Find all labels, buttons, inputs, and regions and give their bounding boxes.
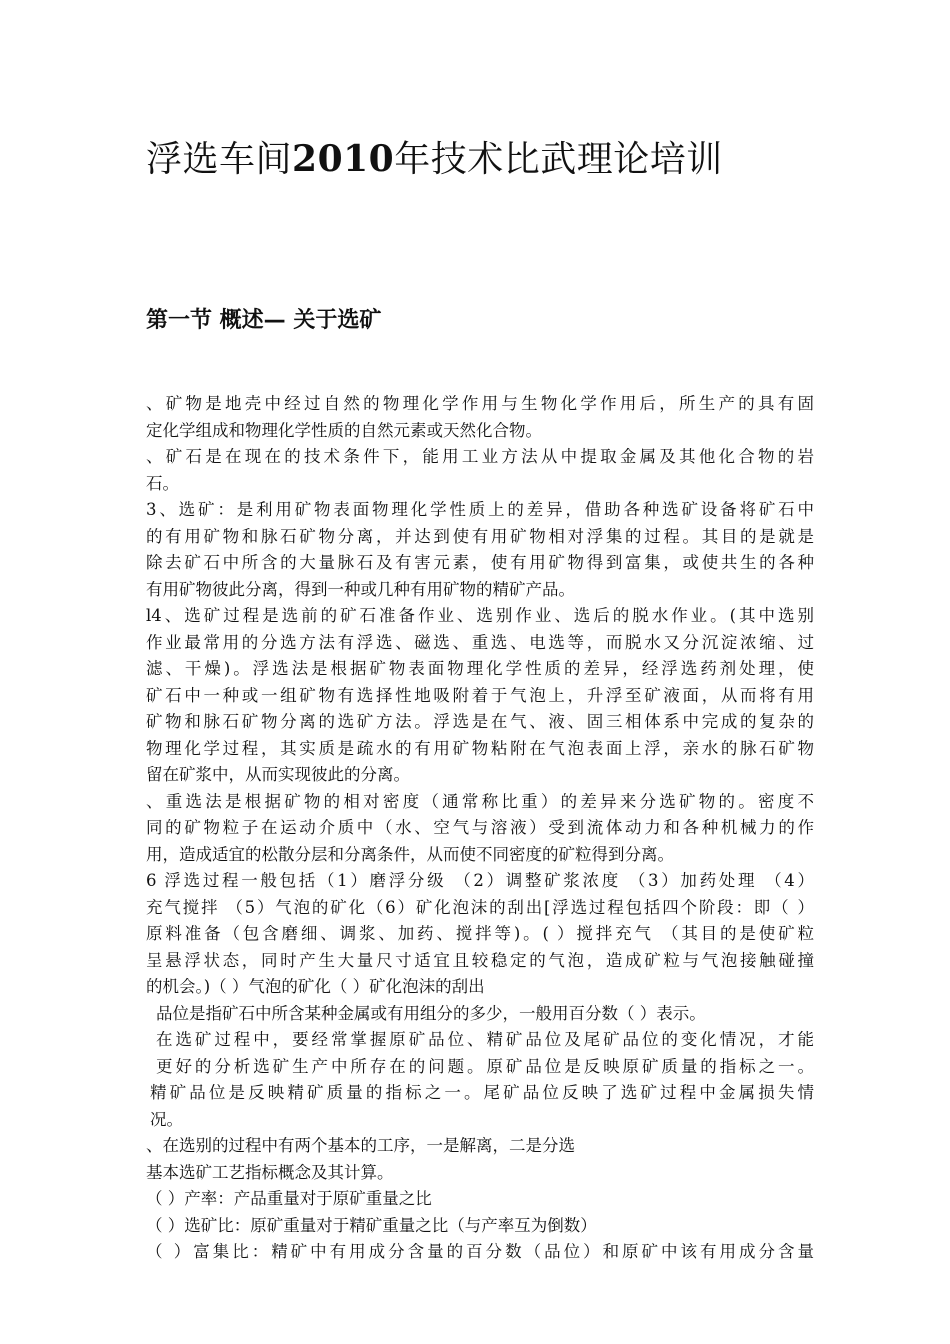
body-line: 、矿物是地壳中经过自然的物理化学作用与生物化学作用后，所生产的具有固: [146, 394, 814, 413]
body-line: （ ）产率：产品重量对于原矿重量之比: [146, 1189, 432, 1208]
section-heading: 第一节 概述— 关于选矿: [146, 308, 382, 333]
body-line: 6 浮选过程一般包括（1）磨浮分级 （2）调整矿浆浓度 （3）加药处理 （4）: [146, 871, 814, 890]
title-prefix: 浮选车间: [146, 139, 293, 180]
body-line: 基本选矿工艺指标概念及其计算。: [146, 1162, 394, 1182]
title-year: 2010: [292, 138, 395, 180]
document-title: [146, 133, 846, 186]
body-line: 有用矿物彼此分离，得到一种或几种有用矿物的精矿产品。: [146, 579, 575, 599]
body-line: 精矿品位是反映精矿质量的指标之一。尾矿品位反映了选矿过程中金属损失情: [150, 1083, 814, 1102]
body-line: 、重选法是根据矿物的相对密度（通常称比重）的差异来分选矿物的。密度不: [146, 791, 814, 811]
body-line: （ ）富集比：精矿中有用成分含量的百分数（品位）和原矿中该有用成分含量: [146, 1242, 814, 1261]
body-line: 3、选矿：是利用矿物表面物理化学性质上的差异，借助各种选矿设备将矿石中: [146, 500, 814, 519]
body-line: （ ）选矿比：原矿重量对于精矿重量之比（与产率互为倒数）: [146, 1215, 597, 1235]
body-line: 矿物和脉石矿物分离的选矿方法。浮选是在气、液、固三相体系中完成的复杂的: [146, 712, 814, 731]
body-line: 除去矿石中所含的大量脉石及有害元素，使有用矿物得到富集，或使共生的各种: [146, 553, 814, 572]
document-body: [146, 391, 814, 1266]
body-line: 况。: [150, 1109, 183, 1129]
body-line: 的机会。)（ ）气泡的矿化（ ）矿化泡沫的刮出: [146, 977, 485, 996]
body-line: 、矿石是在现在的技术条件下，能用工业方法从中提取金属及其他化合物的岩: [146, 447, 814, 466]
body-line: l4、选矿过程是选前的矿石准备作业、选别作业、选后的脱水作业。(其中选别: [146, 606, 814, 625]
body-line: 品位是指矿石中所含某种金属或有用组分的多少，一般用百分数（ ）表示。: [156, 1003, 706, 1023]
body-line: 在选矿过程中，要经常掌握原矿品位、精矿品位及尾矿品位的变化情况，才能: [156, 1030, 814, 1049]
body-line: 定化学组成和物理化学性质的自然元素或天然化合物。: [146, 420, 542, 440]
body-line: 原料准备（包含磨细、调浆、加药、搅拌等)。( ）搅拌充气 （其目的是使矿粒: [146, 924, 814, 943]
body-line: 石。: [146, 473, 179, 493]
body-line: 用，造成适宜的松散分层和分离条件，从而使不同密度的矿粒得到分离。: [146, 844, 674, 864]
body-line: 作业最常用的分选方法有浮选、磁选、重选、电选等，而脱水又分沉淀浓缩、过: [146, 632, 814, 652]
body-line: 更好的分析选矿生产中所存在的问题。原矿品位是反映原矿质量的指标之一。: [156, 1056, 814, 1076]
body-line: 呈悬浮状态，同时产生大量尺寸适宜且较稳定的气泡，造成矿粒与气泡接触碰撞: [146, 950, 814, 970]
body-line: 矿石中一种或一组矿物有选择性地吸附着于气泡上，升浮至矿液面，从而将有用: [146, 685, 814, 705]
title-suffix: 年技术比武理论培训: [394, 139, 723, 180]
body-line: 、在选别的过程中有两个基本的工序，一是解离，二是分选: [146, 1136, 575, 1155]
body-line: 充气搅拌 （5）气泡的矿化（6）矿化泡沫的刮出[浮选过程包括四个阶段：即（ ）: [146, 897, 814, 917]
body-line: 的有用矿物和脉石矿物分离，并达到使有用矿物相对浮集的过程。其目的是就是: [146, 526, 814, 546]
body-line: 同的矿物粒子在运动介质中（水、空气与溶液）受到流体动力和各种机械力的作: [146, 818, 814, 837]
body-line: 留在矿浆中，从而实现彼此的分离。: [146, 765, 410, 784]
body-line: 物理化学过程，其实质是疏水的有用矿物粘附在气泡表面上浮，亲水的脉石矿物: [146, 738, 814, 758]
body-line: 滤、干燥)。浮选法是根据矿物表面物理化学性质的差异，经浮选药剂处理，使: [146, 659, 814, 678]
